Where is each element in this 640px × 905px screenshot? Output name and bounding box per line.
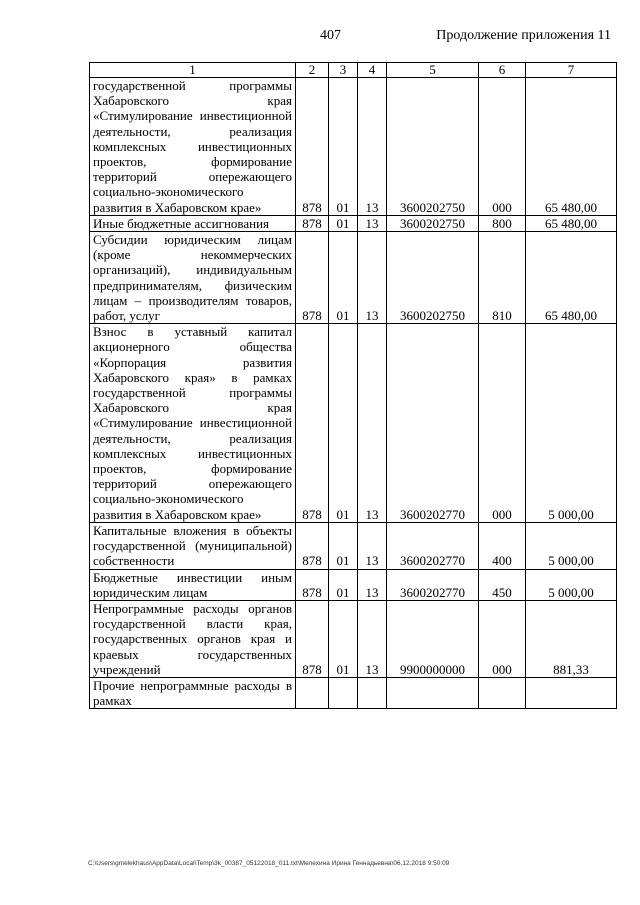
column-header: 5: [387, 63, 479, 78]
row-name-text: Непрограммные расходы органов государственной власти края, государственных органов края и краевых государственных учреждений: [93, 600, 292, 677]
row-name-text: Бюджетные инвестиции иным юридическим лицам: [93, 569, 292, 600]
target-article-cell: 3600202770: [387, 324, 479, 523]
subsection-cell: 13: [358, 600, 387, 677]
expense-type-cell: 450: [479, 569, 526, 600]
table-header-row: [90, 63, 617, 78]
amount-cell: 5 000,00: [526, 569, 617, 600]
row-name-text: Субсидии юридическим лицам (кроме некоммерческих организаций), индивидуальным предпринимателям, физическим лицам – производителям товаров, работ, услуг: [93, 232, 292, 324]
column-header: 6: [479, 63, 526, 78]
target-article-cell: [387, 677, 479, 708]
row-name-cell: [90, 522, 296, 569]
expense-type-cell: 000: [479, 600, 526, 677]
row-name-cell: [90, 324, 296, 523]
target-article-cell: 3600202750: [387, 215, 479, 231]
row-name-cell: [90, 232, 296, 324]
continuation-note: Продолжение приложения 11: [436, 28, 611, 43]
section-cell: 01: [329, 215, 358, 231]
admin-code-cell: 878: [296, 232, 329, 324]
table-row: [90, 232, 617, 324]
admin-code-cell: 878: [296, 522, 329, 569]
column-header: 2: [296, 63, 329, 78]
row-name-text: государственной программы Хабаровского края «Стимулирование инвестиционной деятельности, реализация комплексных инвестиционных проектов, формирование территорий опережающего социально-экономического развития в Хабаровском крае»: [93, 78, 292, 215]
row-name-text: Взнос в уставный капитал акционерного общества «Корпорация развития Хабаровского края» в рамках государственной программы Хабаровского края «Стимулирование инвестиционной деятельности, реализация комплексных инвестиционных проектов, формирование территорий опережающего социально-экономического развития в Хабаровском крае»: [93, 324, 292, 522]
expense-type-cell: 810: [479, 232, 526, 324]
budget-table: [89, 62, 617, 709]
column-header: 3: [329, 63, 358, 78]
admin-code-cell: 878: [296, 569, 329, 600]
section-cell: 01: [329, 569, 358, 600]
subsection-cell: 13: [358, 215, 387, 231]
target-article-cell: 3600202750: [387, 232, 479, 324]
admin-code-cell: 878: [296, 600, 329, 677]
section-cell: 01: [329, 324, 358, 523]
amount-cell: 65 480,00: [526, 232, 617, 324]
amount-cell: 5 000,00: [526, 324, 617, 523]
subsection-cell: 13: [358, 232, 387, 324]
section-cell: 01: [329, 78, 358, 216]
target-article-cell: 3600202770: [387, 569, 479, 600]
expense-type-cell: 400: [479, 522, 526, 569]
admin-code-cell: 878: [296, 215, 329, 231]
section-cell: 01: [329, 600, 358, 677]
subsection-cell: 13: [358, 324, 387, 523]
row-name-cell: [90, 569, 296, 600]
row-name-cell: [90, 677, 296, 708]
file-path-footer: C:\Users\gmelekhaus\AppData\Local\Temp\3k_00387_05122018_011.txt\Мелехина Ирина Геннадьевна\06.12.2018 9:50:09: [88, 860, 450, 867]
section-cell: [329, 677, 358, 708]
admin-code-cell: 878: [296, 324, 329, 523]
row-name-text: Иные бюджетные ассигнования: [93, 215, 270, 231]
row-name-cell: [90, 78, 296, 216]
subsection-cell: 13: [358, 78, 387, 216]
target-article-cell: 3600202750: [387, 78, 479, 216]
row-name-cell: [90, 215, 296, 231]
column-header: 4: [358, 63, 387, 78]
expense-type-cell: 800: [479, 215, 526, 231]
row-name-cell: [90, 600, 296, 677]
table-row: [90, 215, 617, 231]
admin-code-cell: [296, 677, 329, 708]
column-header: 7: [526, 63, 617, 78]
row-name-text: Прочие непрограммные расходы в рамках: [93, 677, 292, 709]
table-row: [90, 600, 617, 677]
subsection-cell: [358, 677, 387, 708]
subsection-cell: 13: [358, 569, 387, 600]
expense-type-cell: 000: [479, 324, 526, 523]
subsection-cell: 13: [358, 522, 387, 569]
target-article-cell: 3600202770: [387, 522, 479, 569]
page-number: 407: [320, 28, 341, 43]
section-cell: 01: [329, 232, 358, 324]
expense-type-cell: 000: [479, 78, 526, 216]
section-cell: 01: [329, 522, 358, 569]
target-article-cell: 9900000000: [387, 600, 479, 677]
column-header: 1: [90, 63, 296, 78]
amount-cell: [526, 677, 617, 708]
amount-cell: 881,33: [526, 600, 617, 677]
table-row: [90, 324, 617, 523]
amount-cell: 5 000,00: [526, 522, 617, 569]
admin-code-cell: 878: [296, 78, 329, 216]
table-row: [90, 569, 617, 600]
amount-cell: 65 480,00: [526, 215, 617, 231]
amount-cell: 65 480,00: [526, 78, 617, 216]
row-name-text: Капитальные вложения в объекты государственной (муниципальной) собственности: [93, 522, 292, 569]
table-row: [90, 78, 617, 216]
table-row: [90, 677, 617, 708]
table-row: [90, 522, 617, 569]
expense-type-cell: [479, 677, 526, 708]
